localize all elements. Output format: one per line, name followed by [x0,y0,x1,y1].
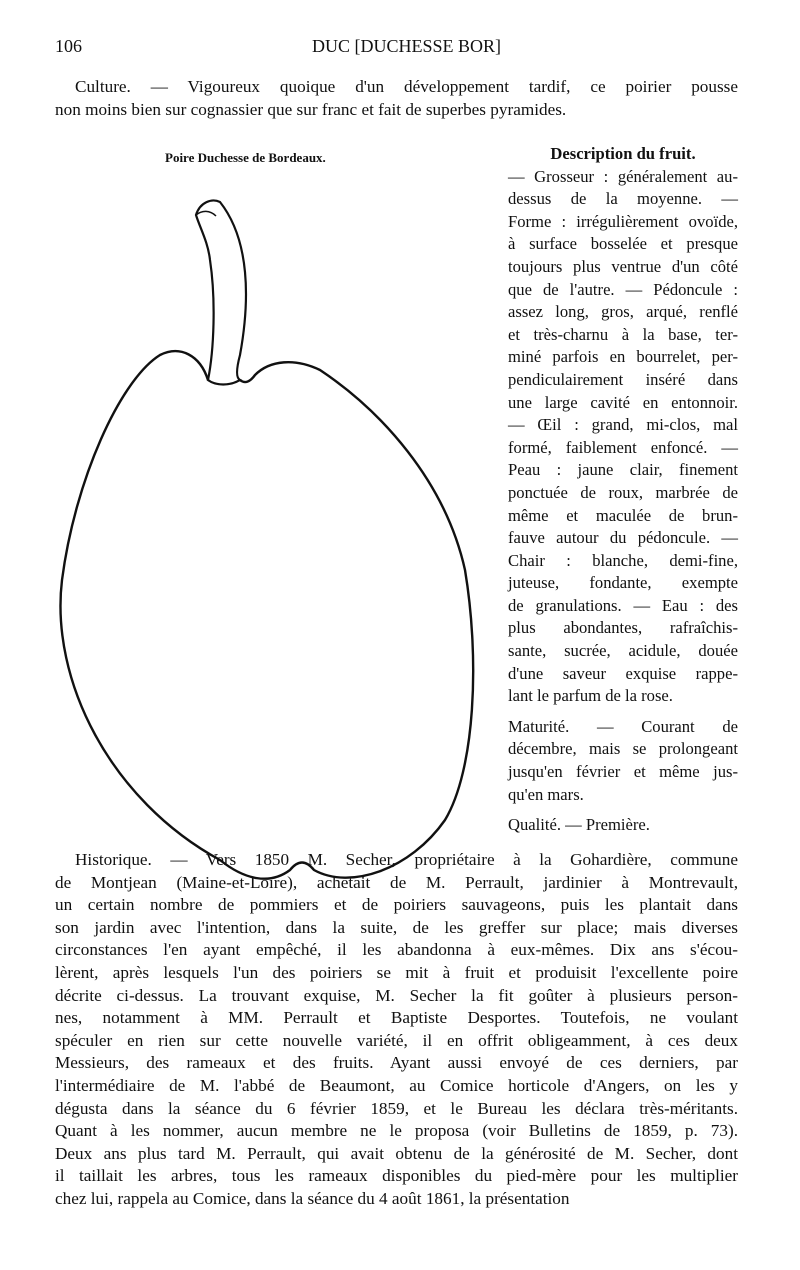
description-line: lant le parfum de la rose. [508,686,673,706]
description-line: que de l'autre. — Pédoncule : [508,279,738,299]
pear-outline [60,351,473,879]
historique-line: décrite ci-dessus. La trouvant exquise, M. Secher la fit goûter à plusieurs person- [55,985,738,1005]
description-line: fauve autour du pédoncule. — [508,528,738,548]
description-line: Forme : irrégulièrement ovoïde, [508,211,738,231]
pear-eye [196,211,216,216]
description-line: formé, faiblement enfoncé. — [508,437,738,457]
fruit-description [508,143,738,837]
description-line: — Œil : grand, mi-clos, mal [508,415,738,435]
description-line: une large cavité en entonnoir. [508,392,738,412]
description-line: toujours plus ventrue d'un côté [508,256,738,276]
description-line: d'une saveur exquise rappe- [508,663,738,683]
historique-line: son jardin avec l'intention, dans la suite, de les greffer sur place; mais diverses [55,917,738,937]
description-line: assez long, gros, arqué, renflé [508,302,738,322]
running-head: DUC [DUCHESSE BOR] [312,36,502,56]
description-line: même et maculée de brun- [508,505,738,525]
description-line: — Grosseur : généralement au- [508,166,738,186]
historique-line: spéculer en rien sur cette nouvelle variété, il en offrit obligeamment, à ces deux [55,1030,738,1050]
description-line: Chair : blanche, demi-fine, [508,550,738,570]
description-title: Description du fruit. [550,144,696,163]
historique-line: Deux ans plus tard M. Perrault, qui avait obtenu de la générosité de M. Secher, dont [55,1143,738,1163]
description-line: pendiculairement inséré dans [508,369,738,389]
historique-line: Historique. — Vers 1850 M. Secher, propriétaire à la Gohardière, commune [75,850,738,869]
historique-line: lèrent, après lesquels l'un des poiriers se mit à fruit et produisit l'excellente poire [55,962,738,982]
description-line: miné parfois en bourrelet, per- [508,347,738,367]
historique-line: chez lui, rappela au Comice, dans la séance du 4 août 1861, la présentation [55,1188,570,1208]
pear-stem [196,201,246,385]
historique-line: Quant à les nommer, aucun membre ne le proposa (voir Bulletins de 1859, p. 73). [55,1121,738,1141]
historique-line: nes, notamment à MM. Perrault et Baptiste Desportes. Toutefois, ne voulant [55,1008,738,1028]
historique-line: l'intermédiaire de M. l'abbé de Beaumont, au Comice horticole d'Angers, on les y [55,1075,738,1095]
page-number: 106 [55,36,82,56]
historique-line: dégusta dans la séance du 6 février 1859, et le Bureau les déclara très-méritants. [55,1098,738,1118]
historique-line: circonstances l'en ayant empêché, il les abandonna à eux-mêmes. Dix ans s'écou- [55,940,738,960]
description-line: et très-charnu à la base, ter- [508,324,738,344]
figure-caption: Poire Duchesse de Bordeaux. [165,150,326,165]
culture-line: non moins bien sur cognassier que sur franc et fait de superbes pyramides. [55,99,567,119]
maturite-line: décembre, mais se prolongeant [508,739,738,759]
description-line: dessus de la moyenne. — [508,189,738,209]
qualite-line: Qualité. — Première. [508,815,650,835]
description-line: sante, sucrée, acidule, douée [508,641,738,661]
historique-line: un certain nombre de pommiers et de poiriers sauvageons, puis les plantait dans [55,895,738,915]
historique-paragraph [55,849,738,1211]
maturite-line: Maturité. — Courant de [508,716,738,736]
description-line: ponctuée de roux, marbrée de [508,482,738,502]
maturite-line: qu'en mars. [508,784,584,804]
maturite-line: jusqu'en février et même jus- [508,762,738,782]
description-line: de granulations. — Eau : des [508,595,738,615]
culture-paragraph [55,76,738,121]
description-line: juteuse, fondante, exempte [508,573,738,593]
description-line: Peau : jaune clair, finement [508,460,738,480]
pear-illustration [50,180,480,900]
historique-line: il taillait les arbres, tous les rameaux disponibles du pied-mère pour les multiplier [55,1166,738,1186]
historique-line: Messieurs, des rameaux et des fruits. Ayant aussi envoyé de ces derniers, par [55,1053,738,1073]
description-line: à surface bosselée et presque [508,234,738,254]
historique-line: de Montjean (Maine-et-Loire), achetait de M. Perrault, jardinier à Montrevault, [55,872,738,892]
description-line: plus abondantes, rafraîchis- [508,618,738,638]
culture-line: Culture. — Vigoureux quoique d'un développement tardif, ce poirier pousse [75,77,738,96]
